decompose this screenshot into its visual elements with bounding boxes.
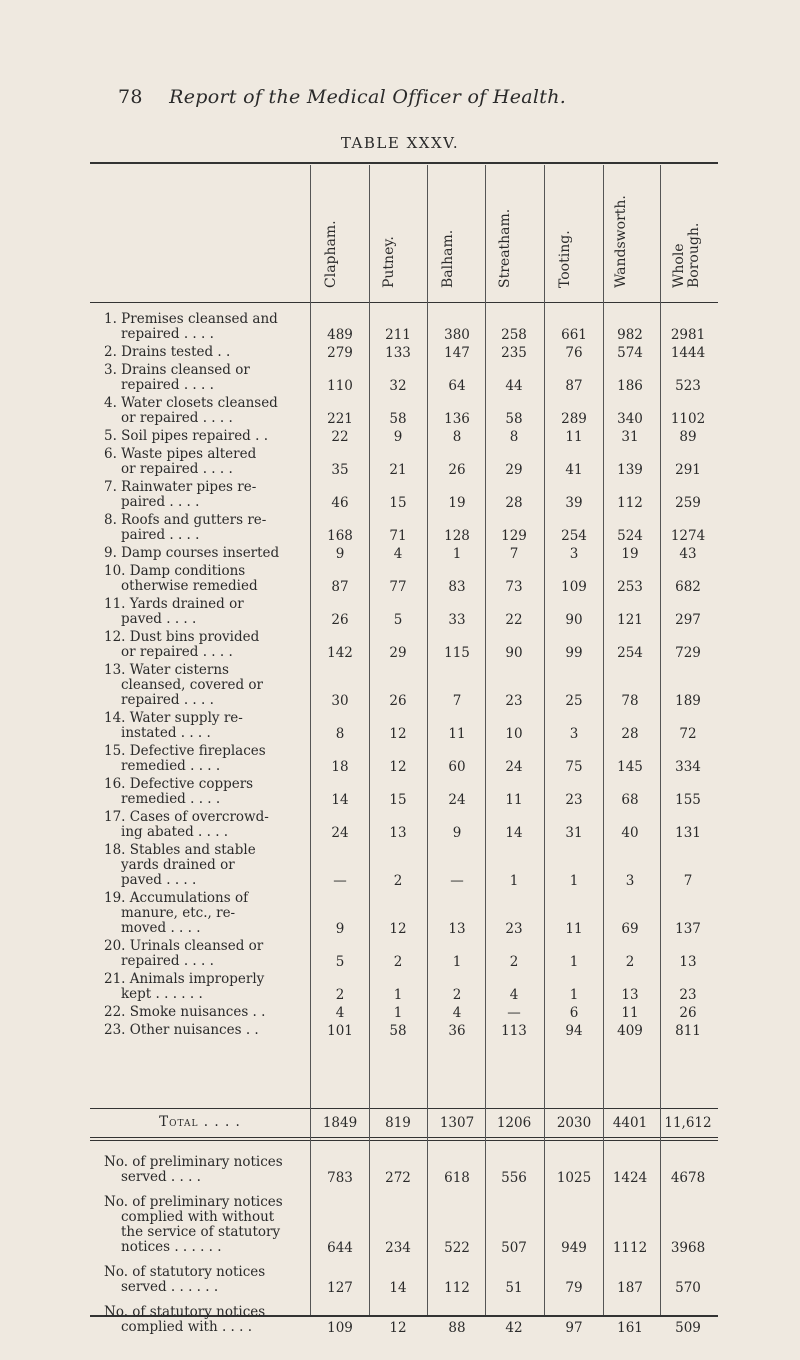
row-label-line: 9. Damp courses inserted <box>104 545 280 561</box>
row-label <box>104 1265 304 1295</box>
cell-value: 4401 <box>612 1115 648 1131</box>
row-label-line: served . . . . . . <box>121 1279 219 1295</box>
row-label-line: repaired . . . . <box>121 377 214 393</box>
row-label-line: 23. Other nuisances . . <box>104 1022 259 1038</box>
cell-value: 2 <box>393 873 403 889</box>
cell-value: 409 <box>617 1023 643 1039</box>
cell-value: 32 <box>389 378 407 394</box>
total-bottom-rule-b <box>90 1140 718 1141</box>
row-label-line: or repaired . . . . <box>121 461 233 477</box>
row-label-line: paved . . . . <box>121 611 197 627</box>
cell-value: 19 <box>621 546 639 562</box>
cell-value: 31 <box>621 429 639 445</box>
row-label-line: 15. Defective fireplaces <box>104 743 266 759</box>
cell-value: 99 <box>565 645 583 661</box>
cell-value: 76 <box>565 345 583 361</box>
row-label-line: paired . . . . <box>121 494 200 510</box>
cell-value: 811 <box>675 1023 701 1039</box>
row-label-line: 17. Cases of overcrowd- <box>104 809 269 825</box>
cell-value: 1 <box>569 873 579 889</box>
row-label-line: repaired . . . . <box>121 326 214 342</box>
cell-value: 3 <box>625 873 635 889</box>
cell-value: 5 <box>393 612 403 628</box>
row-label-line: No. of statutory notices <box>104 1304 266 1320</box>
cell-value: 109 <box>561 579 587 595</box>
row-label <box>104 1195 304 1255</box>
cell-value: 44 <box>505 378 523 394</box>
cell-value: 13 <box>389 825 407 841</box>
cell-value: 35 <box>331 462 349 478</box>
cell-value: 8 <box>509 429 519 445</box>
cell-value: 221 <box>327 411 353 427</box>
page-title: Report of the Medical Officer of Health. <box>169 86 567 108</box>
cell-value: 2 <box>509 954 519 970</box>
row-label-line: notices . . . . . . <box>121 1239 222 1255</box>
column-header: Tooting. <box>557 230 573 288</box>
cell-value: 26 <box>331 612 349 628</box>
cell-value: 90 <box>565 612 583 628</box>
cell-value: 11,612 <box>664 1115 712 1131</box>
row-label <box>104 711 304 741</box>
row-label <box>104 429 304 444</box>
cell-value: 75 <box>565 759 583 775</box>
cell-value: 28 <box>505 495 523 511</box>
total-bottom-rule-a <box>90 1137 718 1138</box>
row-label <box>104 777 304 807</box>
cell-value: 11 <box>448 726 466 742</box>
cell-value: 3 <box>569 726 579 742</box>
cell-value: 1206 <box>496 1115 532 1131</box>
cell-value: 9 <box>452 825 462 841</box>
row-label-line: manure, etc., re- <box>121 905 236 921</box>
cell-value: 12 <box>389 921 407 937</box>
row-label-line: 19. Accumulations of <box>104 890 249 906</box>
cell-value: 24 <box>448 792 466 808</box>
cell-value: 11 <box>565 921 583 937</box>
page-header <box>118 86 566 108</box>
cell-value: 258 <box>501 327 527 343</box>
row-label <box>104 546 304 561</box>
cell-value: 1025 <box>556 1170 592 1186</box>
cell-value: — <box>507 1005 521 1021</box>
cell-value: 1 <box>393 987 403 1003</box>
row-label-line: 7. Rainwater pipes re- <box>104 479 257 495</box>
row-label <box>104 630 304 660</box>
cell-value: 187 <box>617 1280 643 1296</box>
row-label-line: 6. Waste pipes altered <box>104 446 257 462</box>
cell-value: 83 <box>448 579 466 595</box>
cell-value: 101 <box>327 1023 353 1039</box>
row-label-line: paired . . . . <box>121 527 200 543</box>
row-label-line: 2. Drains tested . . <box>104 344 231 360</box>
cell-value: 289 <box>561 411 587 427</box>
row-label-line: 3. Drains cleansed or <box>104 362 250 378</box>
cell-value: 14 <box>331 792 349 808</box>
cell-value: 2 <box>625 954 635 970</box>
page-number: 78 <box>118 86 143 108</box>
cell-value: 11 <box>565 429 583 445</box>
cell-value: 68 <box>621 792 639 808</box>
cell-value: 6 <box>569 1005 579 1021</box>
row-label-line: 8. Roofs and gutters re- <box>104 512 267 528</box>
header-rule <box>90 302 718 303</box>
cell-value: 522 <box>444 1240 470 1256</box>
cell-value: 1 <box>569 954 579 970</box>
cell-value: 682 <box>675 579 701 595</box>
cell-value: 9 <box>393 429 403 445</box>
cell-value: 29 <box>389 645 407 661</box>
row-label-line: 4. Water closets cleansed <box>104 395 278 411</box>
cell-value: 509 <box>675 1320 701 1336</box>
cell-value: — <box>450 873 464 889</box>
cell-value: 40 <box>621 825 639 841</box>
cell-value: 4 <box>393 546 403 562</box>
cell-value: 42 <box>505 1320 523 1336</box>
cell-value: 524 <box>617 528 643 544</box>
row-label-line: 11. Yards drained or <box>104 596 244 612</box>
column-header: Clapham. <box>323 220 339 288</box>
total-top-rule <box>90 1108 718 1109</box>
row-label-line: 10. Damp conditions <box>104 563 246 579</box>
cell-value: 644 <box>327 1240 353 1256</box>
cell-value: 23 <box>565 792 583 808</box>
cell-value: 161 <box>617 1320 643 1336</box>
cell-value: 4 <box>452 1005 462 1021</box>
cell-value: 186 <box>617 378 643 394</box>
row-label-line: repaired . . . . <box>121 953 214 969</box>
cell-value: 18 <box>331 759 349 775</box>
cell-value: 142 <box>327 645 353 661</box>
table-title: TABLE XXXV. <box>340 134 460 152</box>
cell-value: 1424 <box>612 1170 648 1186</box>
cell-value: 254 <box>617 645 643 661</box>
cell-value: 507 <box>501 1240 527 1256</box>
cell-value: 168 <box>327 528 353 544</box>
row-label-line: 20. Urinals cleansed or <box>104 938 264 954</box>
row-label-line: 14. Water supply re- <box>104 710 243 726</box>
row-label-line: 21. Animals improperly <box>104 971 265 987</box>
cell-value: 71 <box>389 528 407 544</box>
cell-value: 21 <box>389 462 407 478</box>
cell-value: 2 <box>335 987 345 1003</box>
cell-value: 1 <box>393 1005 403 1021</box>
cell-value: 1 <box>509 873 519 889</box>
cell-value: 5 <box>335 954 345 970</box>
cell-value: 26 <box>448 462 466 478</box>
cell-value: 36 <box>448 1023 466 1039</box>
cell-value: 145 <box>617 759 643 775</box>
cell-value: 33 <box>448 612 466 628</box>
row-label-line: No. of preliminary notices <box>104 1194 283 1210</box>
row-label <box>104 891 304 936</box>
cell-value: 24 <box>331 825 349 841</box>
cell-value: 113 <box>501 1023 527 1039</box>
cell-value: 13 <box>679 954 697 970</box>
row-label-line: moved . . . . <box>121 920 201 936</box>
row-label <box>104 1155 304 1185</box>
cell-value: 139 <box>617 462 643 478</box>
cell-value: 26 <box>389 693 407 709</box>
cell-value: 1 <box>452 954 462 970</box>
cell-value: 783 <box>327 1170 353 1186</box>
row-label-line: 1. Premises cleansed and <box>104 311 278 327</box>
row-label <box>104 843 304 888</box>
row-label-line: 22. Smoke nuisances . . <box>104 1004 266 1020</box>
row-label <box>104 597 304 627</box>
cell-value: 1112 <box>612 1240 648 1256</box>
cell-value: 3968 <box>670 1240 706 1256</box>
cell-value: 31 <box>565 825 583 841</box>
row-label <box>104 1023 304 1038</box>
cell-value: 109 <box>327 1320 353 1336</box>
cell-value: 1444 <box>670 345 706 361</box>
cell-value: 254 <box>561 528 587 544</box>
cell-value: 14 <box>389 1280 407 1296</box>
column-header: Whole Borough. <box>671 222 702 288</box>
cell-value: 661 <box>561 327 587 343</box>
cell-value: 137 <box>675 921 701 937</box>
cell-value: 69 <box>621 921 639 937</box>
cell-value: 64 <box>448 378 466 394</box>
cell-value: 574 <box>617 345 643 361</box>
row-label-line: or repaired . . . . <box>121 644 233 660</box>
row-label-line: No. of preliminary notices <box>104 1154 283 1170</box>
row-label <box>104 513 304 543</box>
cell-value: 79 <box>565 1280 583 1296</box>
cell-value: 127 <box>327 1280 353 1296</box>
cell-value: 2030 <box>556 1115 592 1131</box>
cell-value: 556 <box>501 1170 527 1186</box>
cell-value: 58 <box>389 411 407 427</box>
cell-value: 89 <box>679 429 697 445</box>
cell-value: 26 <box>679 1005 697 1021</box>
row-label-line: otherwise remedied <box>121 578 258 594</box>
cell-value: 110 <box>327 378 353 394</box>
cell-value: 13 <box>621 987 639 1003</box>
cell-value: 121 <box>617 612 643 628</box>
row-label <box>104 447 304 477</box>
cell-value: 4 <box>335 1005 345 1021</box>
cell-value: 13 <box>448 921 466 937</box>
row-label-line: kept . . . . . . <box>121 986 203 1002</box>
row-label <box>104 312 304 342</box>
cell-value: 23 <box>505 921 523 937</box>
cell-value: 147 <box>444 345 470 361</box>
cell-value: 87 <box>565 378 583 394</box>
cell-value: 23 <box>679 987 697 1003</box>
cell-value: 4678 <box>670 1170 706 1186</box>
cell-value: 189 <box>675 693 701 709</box>
cell-value: 380 <box>444 327 470 343</box>
cell-value: 334 <box>675 759 701 775</box>
cell-value: 12 <box>389 1320 407 1336</box>
cell-value: 19 <box>448 495 466 511</box>
cell-value: 72 <box>679 726 697 742</box>
cell-value: 23 <box>505 693 523 709</box>
cell-value: 982 <box>617 327 643 343</box>
cell-value: 1102 <box>670 411 706 427</box>
cell-value: 618 <box>444 1170 470 1186</box>
cell-value: 340 <box>617 411 643 427</box>
row-label-line: served . . . . <box>121 1169 201 1185</box>
cell-value: 94 <box>565 1023 583 1039</box>
row-label-line: paved . . . . <box>121 872 197 888</box>
row-label <box>104 1305 304 1335</box>
cell-value: 8 <box>335 726 345 742</box>
cell-value: 112 <box>617 495 643 511</box>
cell-value: 78 <box>621 693 639 709</box>
cell-value: 87 <box>331 579 349 595</box>
cell-value: 8 <box>452 429 462 445</box>
cell-value: 4 <box>509 987 519 1003</box>
cell-value: 60 <box>448 759 466 775</box>
row-label <box>104 663 304 708</box>
cell-value: — <box>333 873 347 889</box>
cell-value: 1 <box>569 987 579 1003</box>
cell-value: 819 <box>385 1115 411 1131</box>
row-label-line: 12. Dust bins provided <box>104 629 260 645</box>
cell-value: 234 <box>385 1240 411 1256</box>
cell-value: 73 <box>505 579 523 595</box>
cell-value: 133 <box>385 345 411 361</box>
cell-value: 12 <box>389 759 407 775</box>
cell-value: 2 <box>452 987 462 1003</box>
cell-value: 7 <box>452 693 462 709</box>
row-label <box>104 939 304 969</box>
column-header: Streatham. <box>497 208 513 288</box>
row-label <box>104 564 304 594</box>
row-label-line: 18. Stables and stable <box>104 842 256 858</box>
cell-value: 115 <box>444 645 470 661</box>
cell-value: 131 <box>675 825 701 841</box>
row-label <box>104 396 304 426</box>
cell-value: 297 <box>675 612 701 628</box>
cell-value: 14 <box>505 825 523 841</box>
cell-value: 15 <box>389 495 407 511</box>
cell-value: 30 <box>331 693 349 709</box>
cell-value: 523 <box>675 378 701 394</box>
column-header: Balham. <box>440 229 456 288</box>
cell-value: 729 <box>675 645 701 661</box>
cell-value: 90 <box>505 645 523 661</box>
cell-value: 43 <box>679 546 697 562</box>
row-label <box>104 480 304 510</box>
cell-value: 1307 <box>439 1115 475 1131</box>
cell-value: 279 <box>327 345 353 361</box>
cell-value: 949 <box>561 1240 587 1256</box>
top-rule <box>90 162 718 164</box>
cell-value: 136 <box>444 411 470 427</box>
cell-value: 7 <box>509 546 519 562</box>
cell-value: 88 <box>448 1320 466 1336</box>
row-label-line: yards drained or <box>121 857 235 873</box>
row-label-line: remedied . . . . <box>121 758 221 774</box>
row-label <box>104 363 304 393</box>
cell-value: 570 <box>675 1280 701 1296</box>
cell-value: 15 <box>389 792 407 808</box>
cell-value: 12 <box>389 726 407 742</box>
cell-value: 58 <box>389 1023 407 1039</box>
row-label <box>104 1005 304 1020</box>
row-label <box>104 744 304 774</box>
row-label-line: 13. Water cisterns <box>104 662 229 678</box>
cell-value: 1274 <box>670 528 706 544</box>
row-label-line: or repaired . . . . <box>121 410 233 426</box>
column-header: Wandsworth. <box>613 195 629 288</box>
cell-value: 7 <box>683 873 693 889</box>
row-label-line: cleansed, covered or <box>121 677 264 693</box>
row-label <box>104 345 304 360</box>
row-label <box>104 972 304 1002</box>
cell-value: 77 <box>389 579 407 595</box>
cell-value: 3 <box>569 546 579 562</box>
row-label-line: No. of statutory notices <box>104 1264 266 1280</box>
cell-value: 22 <box>331 429 349 445</box>
cell-value: 1 <box>452 546 462 562</box>
cell-value: 29 <box>505 462 523 478</box>
row-label <box>104 810 304 840</box>
cell-value: 41 <box>565 462 583 478</box>
cell-value: 22 <box>505 612 523 628</box>
row-label-line: complied with . . . . <box>121 1319 253 1335</box>
cell-value: 11 <box>505 792 523 808</box>
row-label-line: remedied . . . . <box>121 791 221 807</box>
cell-value: 28 <box>621 726 639 742</box>
row-label-line: 5. Soil pipes repaired . . <box>104 428 268 444</box>
cell-value: 25 <box>565 693 583 709</box>
total-label: Total . . . . <box>159 1114 241 1130</box>
row-label-line: repaired . . . . <box>121 692 214 708</box>
row-label-line: 16. Defective coppers <box>104 776 254 792</box>
cell-value: 1849 <box>322 1115 358 1131</box>
cell-value: 11 <box>621 1005 639 1021</box>
cell-value: 24 <box>505 759 523 775</box>
cell-value: 272 <box>385 1170 411 1186</box>
cell-value: 58 <box>505 411 523 427</box>
cell-value: 489 <box>327 327 353 343</box>
cell-value: 39 <box>565 495 583 511</box>
row-label-line: ing abated . . . . <box>121 824 229 840</box>
column-header: Putney. <box>381 236 397 288</box>
cell-value: 253 <box>617 579 643 595</box>
cell-value: 9 <box>335 546 345 562</box>
cell-value: 112 <box>444 1280 470 1296</box>
cell-value: 128 <box>444 528 470 544</box>
cell-value: 2 <box>393 954 403 970</box>
cell-value: 155 <box>675 792 701 808</box>
row-label-line: the service of statutory <box>121 1224 281 1240</box>
cell-value: 46 <box>331 495 349 511</box>
cell-value: 9 <box>335 921 345 937</box>
cell-value: 97 <box>565 1320 583 1336</box>
cell-value: 211 <box>385 327 411 343</box>
cell-value: 259 <box>675 495 701 511</box>
cell-value: 2981 <box>670 327 706 343</box>
cell-value: 10 <box>505 726 523 742</box>
cell-value: 51 <box>505 1280 523 1296</box>
row-label-line: instated . . . . <box>121 725 211 741</box>
row-label-line: complied with without <box>121 1209 275 1225</box>
cell-value: 129 <box>501 528 527 544</box>
cell-value: 291 <box>675 462 701 478</box>
cell-value: 235 <box>501 345 527 361</box>
